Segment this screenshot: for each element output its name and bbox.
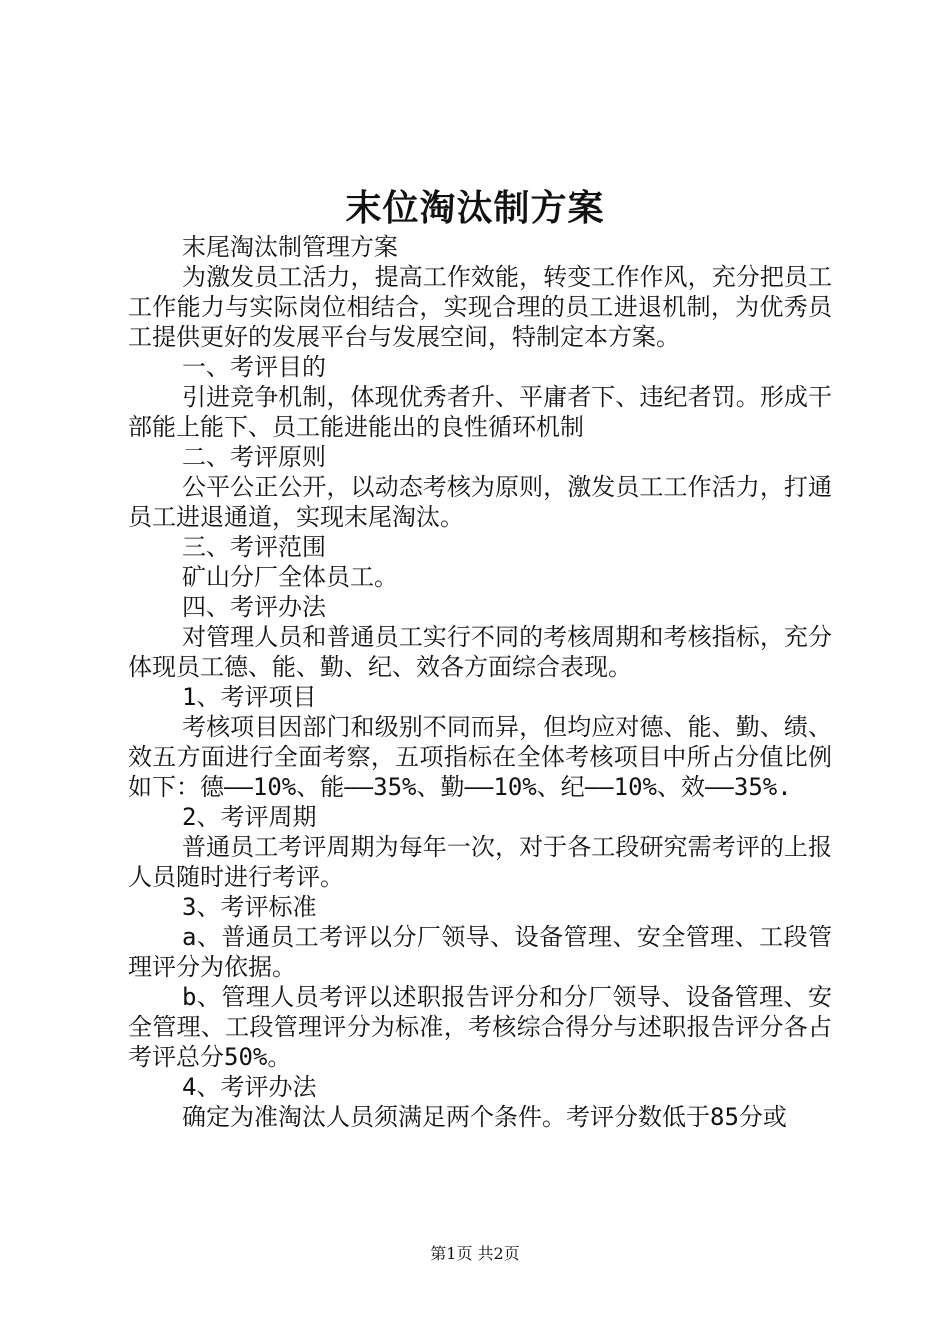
heading-items: 1、考评项目 bbox=[182, 683, 317, 711]
document-body bbox=[128, 232, 832, 1132]
paragraph-cycle: 普通员工考评周期为每年一次，对于各工段研究需考评的上报人员随时进行考评。 bbox=[128, 833, 832, 891]
heading-scope: 三、考评范围 bbox=[182, 533, 326, 561]
paragraph-standard-b: b、管理人员考评以述职报告评分和分厂领导、设备管理、安全管理、工段管理评分为标准，考核综合得分与述职报告评分各占考评总分50%。 bbox=[128, 983, 832, 1071]
paragraph-subtitle: 末尾淘汰制管理方案 bbox=[182, 233, 398, 261]
paragraph-purpose: 引进竞争机制，体现优秀者升、平庸者下、违纪者罚。形成干部能上能下、员工能进能出的良性循环机制 bbox=[128, 383, 832, 441]
heading-cycle: 2、考评周期 bbox=[182, 803, 317, 831]
paragraph-method: 对管理人员和普通员工实行不同的考核周期和考核指标，充分体现员工德、能、勤、纪、效各方面综合表现。 bbox=[128, 623, 832, 681]
heading-purpose: 一、考评目的 bbox=[182, 353, 326, 381]
paragraph-intro: 为激发员工活力，提高工作效能，转变工作作风，充分把员工工作能力与实际岗位相结合，实现合理的员工进退机制，为优秀员工提供更好的发展平台与发展空间，特制定本方案。 bbox=[128, 263, 832, 351]
paragraph-principle: 公平公正公开，以动态考核为原则，激发员工工作活力，打通员工进退通道，实现末尾淘汰。 bbox=[128, 473, 832, 531]
heading-standard: 3、考评标准 bbox=[182, 893, 317, 921]
paragraph-procedure: 确定为准淘汰人员须满足两个条件。考评分数低于85分或 bbox=[182, 1103, 787, 1131]
heading-principle: 二、考评原则 bbox=[182, 443, 326, 471]
page-number-footer: 第1页 共2页 bbox=[430, 1244, 520, 1263]
heading-method: 四、考评办法 bbox=[182, 593, 326, 621]
document-title: 末位淘汰制方案 bbox=[345, 187, 605, 229]
heading-procedure: 4、考评办法 bbox=[182, 1073, 317, 1101]
paragraph-items: 考核项目因部门和级别不同而异，但均应对德、能、勤、绩、效五方面进行全面考察，五项指标在全体考核项目中所占分值比例如下：德——10%、能——35%、勤——10%、纪——10%、效——35%. bbox=[128, 713, 832, 801]
paragraph-scope: 矿山分厂全体员工。 bbox=[182, 563, 398, 591]
paragraph-standard-a: a、普通员工考评以分厂领导、设备管理、安全管理、工段管理评分为依据。 bbox=[128, 923, 832, 981]
